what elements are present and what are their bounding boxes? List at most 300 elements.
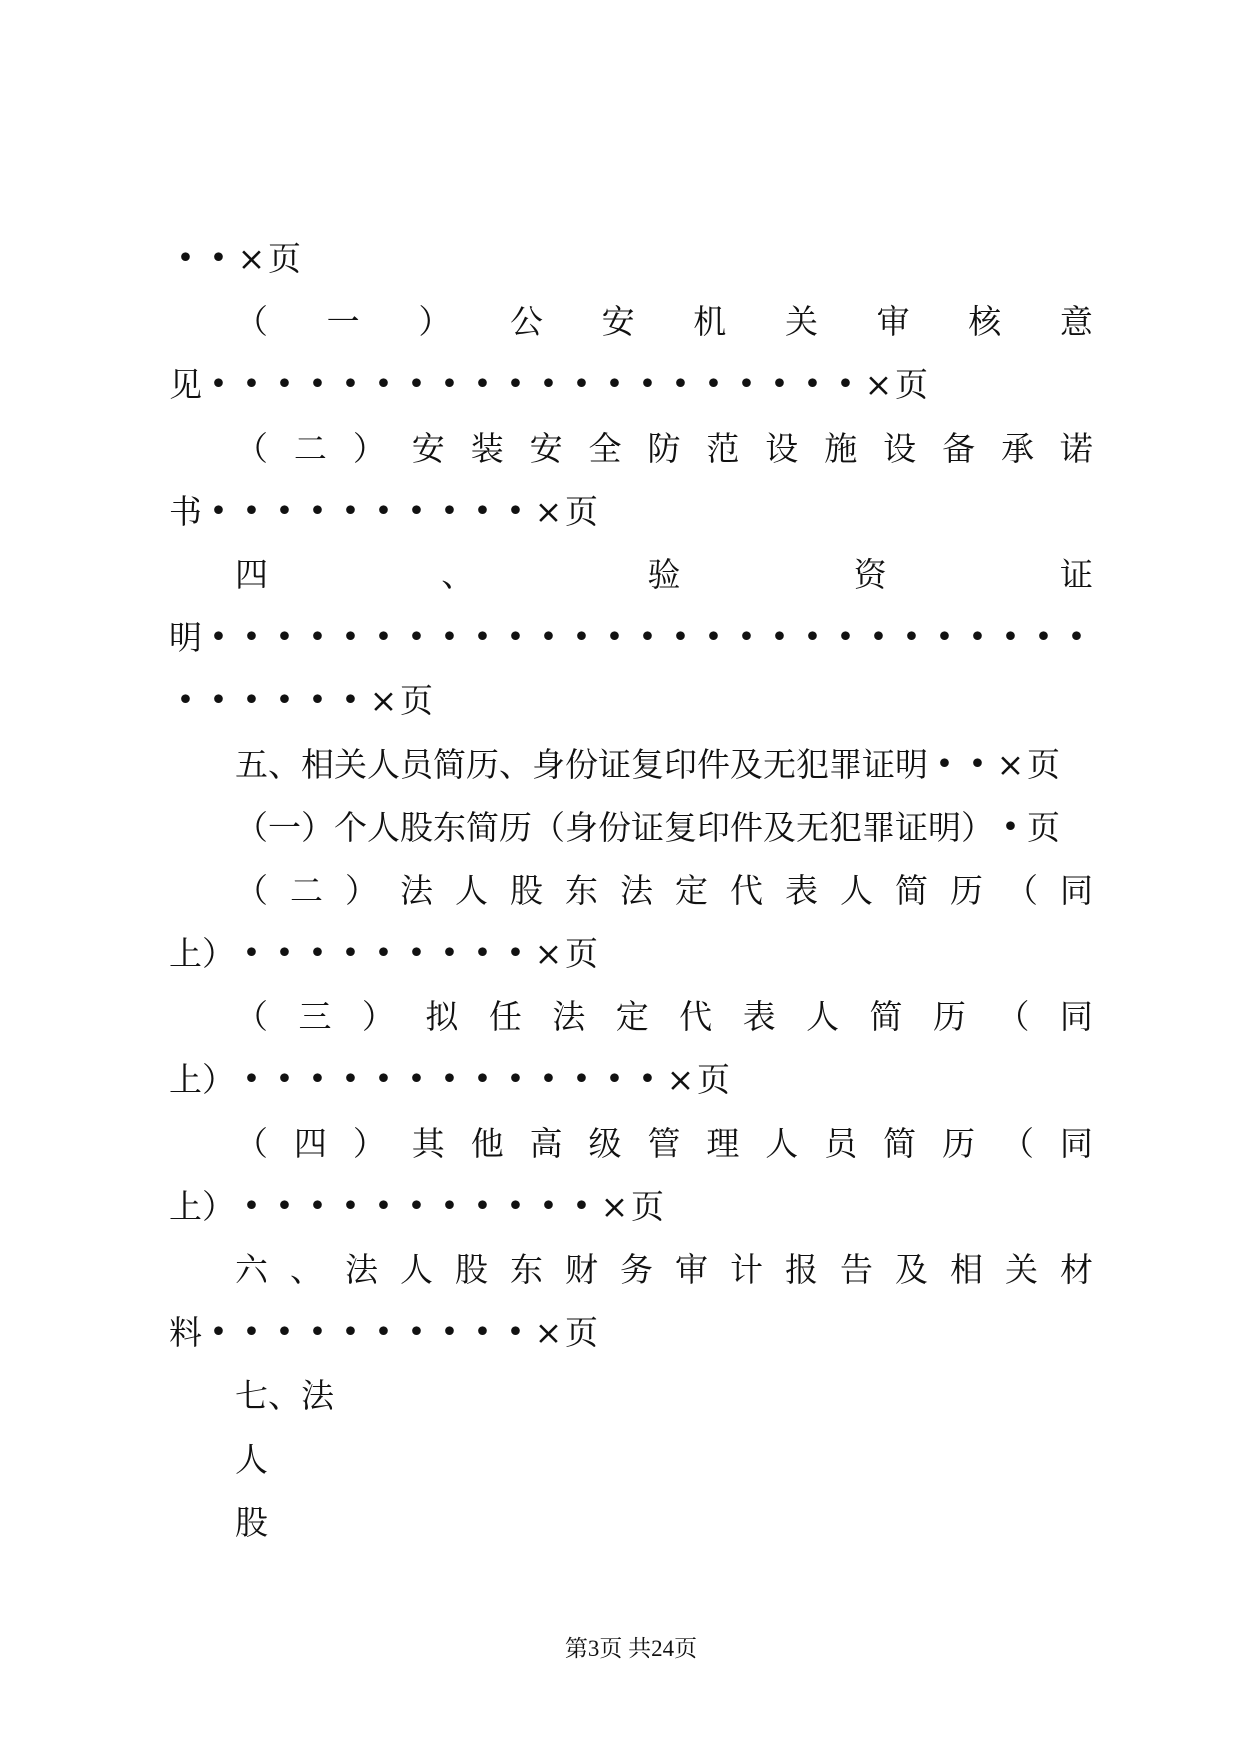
text-glyph: 公	[509, 302, 543, 342]
text-glyph: 无	[763, 744, 796, 784]
text-glyph: 身	[532, 744, 565, 784]
leader-dot: •	[605, 620, 624, 656]
text-glyph: 见	[169, 365, 202, 405]
leader-dot: •	[341, 1062, 360, 1098]
text-glyph: 承	[1000, 428, 1034, 468]
leader-dot: •	[275, 936, 294, 972]
toc-line	[169, 480, 1093, 543]
leader-dot: •	[473, 620, 492, 656]
leader-dot: •	[407, 1062, 426, 1098]
toc-line	[169, 1175, 1093, 1238]
leader-dot: •	[935, 746, 954, 782]
text-glyph: 机	[693, 302, 727, 342]
toc-line	[169, 1048, 1093, 1111]
leader-dot: •	[308, 620, 327, 656]
leader-dot: •	[407, 367, 426, 403]
text-glyph: ×	[864, 365, 893, 405]
leader-dot: •	[275, 620, 294, 656]
toc-line	[169, 733, 1093, 796]
leader-dot: •	[308, 367, 327, 403]
text-glyph: ×	[534, 934, 563, 974]
text-glyph: ×	[534, 491, 563, 531]
leader-dot: •	[770, 620, 789, 656]
text-glyph: 施	[824, 428, 858, 468]
text-glyph: 四	[293, 1123, 327, 1163]
text-glyph: 相	[301, 744, 334, 784]
leader-dot: •	[1034, 620, 1053, 656]
text-glyph: 历	[942, 1123, 976, 1163]
text-glyph: 证	[895, 807, 928, 847]
text-glyph: 财	[565, 1250, 598, 1289]
toc-line	[169, 227, 1093, 290]
leader-dot: •	[737, 620, 756, 656]
leader-dot: •	[275, 683, 294, 719]
text-glyph: 材	[1060, 1250, 1093, 1289]
text-glyph: 务	[620, 1250, 653, 1289]
leader-dot: •	[1067, 620, 1086, 656]
text-glyph: 及	[895, 1250, 928, 1289]
leader-dot: •	[374, 1315, 393, 1351]
leader-dot: •	[704, 367, 723, 403]
text-glyph: 股	[400, 807, 433, 847]
text-glyph: 诺	[1059, 428, 1093, 468]
text-glyph: 范	[706, 428, 740, 468]
leader-dot: •	[209, 620, 228, 656]
leader-dot: •	[473, 1062, 492, 1098]
text-glyph: 二	[290, 870, 323, 910]
text-glyph: 、	[290, 1250, 323, 1289]
text-glyph: 设	[765, 428, 799, 468]
leader-dot: •	[473, 493, 492, 529]
text-glyph: 股	[235, 1502, 268, 1542]
text-glyph: 料	[169, 1313, 202, 1353]
text-glyph: 简	[433, 744, 466, 784]
leader-dot: •	[374, 1188, 393, 1224]
leader-dot: •	[539, 1062, 558, 1098]
text-glyph: 表	[785, 870, 818, 910]
text-glyph: 高	[529, 1123, 563, 1163]
leader-dot: •	[770, 367, 789, 403]
text-glyph: 告	[840, 1250, 873, 1289]
text-glyph: 资	[853, 554, 887, 594]
leader-dot: •	[506, 936, 525, 972]
text-glyph: 东	[565, 870, 598, 910]
leader-dot: •	[440, 493, 459, 529]
text-glyph: （	[1000, 1123, 1034, 1163]
leader-dot: •	[275, 493, 294, 529]
text-glyph: （	[996, 997, 1030, 1037]
text-glyph: 员	[824, 1123, 858, 1163]
text-glyph: 页	[565, 934, 598, 974]
text-glyph: 页	[565, 491, 598, 531]
text-glyph: 全	[588, 428, 622, 468]
text-glyph: 相	[950, 1250, 983, 1289]
leader-dot: •	[440, 1315, 459, 1351]
text-glyph: 股	[455, 1250, 488, 1289]
text-glyph: 、	[441, 554, 475, 594]
text-glyph: 装	[470, 428, 504, 468]
page-footer	[169, 1634, 1093, 1664]
leader-dot: •	[572, 1062, 591, 1098]
text-glyph: 定	[675, 870, 708, 910]
text-glyph: ×	[666, 1060, 695, 1100]
text-glyph: 其	[411, 1123, 445, 1163]
text-glyph: （	[235, 870, 268, 910]
text-glyph: 证	[862, 744, 895, 784]
text-glyph: 及	[763, 807, 796, 847]
text-glyph: 上	[169, 1186, 202, 1226]
text-glyph: 及	[730, 744, 763, 784]
text-glyph: ）	[202, 1060, 235, 1100]
text-glyph: 书	[169, 491, 202, 531]
leader-dot: •	[374, 493, 393, 529]
leader-dot: •	[407, 1315, 426, 1351]
leader-dot: •	[572, 367, 591, 403]
text-glyph: 安	[601, 302, 635, 342]
text-glyph: ）	[301, 807, 334, 847]
leader-dot: •	[539, 367, 558, 403]
text-glyph: ×	[369, 681, 398, 721]
leader-dot: •	[572, 620, 591, 656]
text-glyph: ）	[361, 997, 395, 1037]
text-glyph: 管	[647, 1123, 681, 1163]
text-glyph: 计	[730, 1250, 763, 1289]
leader-dot: •	[341, 367, 360, 403]
leader-dot: •	[836, 367, 855, 403]
text-glyph: 件	[697, 744, 730, 784]
leader-dot: •	[176, 241, 195, 276]
text-glyph: 历	[499, 807, 532, 847]
leader-dot: •	[737, 367, 756, 403]
leader-dot: •	[803, 367, 822, 403]
leader-dot: •	[440, 367, 459, 403]
text-glyph: 法	[400, 870, 433, 910]
text-glyph: 四	[235, 554, 268, 594]
text-glyph: 证	[598, 744, 631, 784]
leader-dot: •	[506, 620, 525, 656]
text-glyph: 代	[730, 870, 763, 910]
text-glyph: 个	[334, 807, 367, 847]
leader-dot: •	[539, 1188, 558, 1224]
text-glyph: 页	[697, 1060, 730, 1100]
leader-dot: •	[374, 367, 393, 403]
text-glyph: 明	[928, 807, 961, 847]
leader-dot: •	[506, 367, 525, 403]
leader-dot: •	[506, 1315, 525, 1351]
leader-dot: •	[473, 1188, 492, 1224]
leader-dot: •	[869, 620, 888, 656]
text-glyph: 份	[598, 807, 631, 847]
text-glyph: 股	[510, 870, 543, 910]
leader-dot: •	[341, 493, 360, 529]
toc-line	[169, 1364, 1093, 1427]
leader-dot: •	[968, 620, 987, 656]
leader-dot: •	[671, 367, 690, 403]
text-glyph: 人	[235, 1439, 268, 1479]
text-glyph: 表	[742, 997, 776, 1037]
text-glyph: 东	[510, 1250, 543, 1289]
text-glyph: 简	[883, 1123, 917, 1163]
text-glyph: 同	[1059, 997, 1093, 1037]
leader-dot: •	[539, 620, 558, 656]
leader-dot: •	[506, 493, 525, 529]
text-glyph: 审	[675, 1250, 708, 1289]
toc-line	[169, 859, 1093, 922]
text-glyph: ×	[600, 1186, 629, 1226]
leader-dot: •	[242, 683, 261, 719]
leader-dot: •	[836, 620, 855, 656]
text-glyph: 关	[1005, 1250, 1038, 1289]
text-glyph: 关	[334, 744, 367, 784]
leader-dot: •	[341, 1315, 360, 1351]
text-glyph: 上	[169, 1060, 202, 1100]
text-glyph: ）	[345, 870, 378, 910]
leader-dot: •	[209, 493, 228, 529]
leader-dot: •	[1001, 809, 1020, 845]
text-glyph: 复	[664, 807, 697, 847]
text-glyph: ×	[534, 1313, 563, 1353]
text-glyph: 关	[784, 302, 818, 342]
leader-dot: •	[341, 683, 360, 719]
text-glyph: 、	[268, 1376, 301, 1416]
leader-dot: •	[572, 1188, 591, 1224]
text-glyph: 设	[883, 428, 917, 468]
leader-dot: •	[968, 746, 987, 782]
toc-line	[169, 796, 1093, 859]
text-glyph: 防	[647, 428, 681, 468]
leader-dot: •	[209, 1315, 228, 1351]
text-glyph: ×	[996, 744, 1025, 784]
leader-dot: •	[275, 1315, 294, 1351]
text-glyph: 级	[588, 1123, 622, 1163]
text-glyph: 拟	[425, 997, 459, 1037]
leader-dot: •	[308, 1062, 327, 1098]
text-glyph: ）	[352, 1123, 386, 1163]
leader-dot: •	[440, 1188, 459, 1224]
leader-dot: •	[605, 1062, 624, 1098]
text-glyph: 页	[1027, 807, 1060, 847]
text-glyph: 七	[235, 1376, 268, 1416]
leader-dot: •	[407, 493, 426, 529]
leader-dot: •	[440, 620, 459, 656]
text-glyph: 法	[552, 997, 586, 1037]
leader-dot: •	[242, 1188, 261, 1224]
toc-line	[169, 1428, 1093, 1491]
text-glyph: （	[235, 428, 268, 468]
toc-line	[169, 922, 1093, 985]
leader-dot: •	[473, 367, 492, 403]
text-glyph: 人	[806, 997, 840, 1037]
leader-dot: •	[242, 1315, 261, 1351]
leader-dot: •	[407, 936, 426, 972]
text-glyph: （	[235, 997, 268, 1037]
leader-dot: •	[473, 936, 492, 972]
text-glyph: 人	[455, 870, 488, 910]
text-glyph: 法	[345, 1250, 378, 1289]
text-glyph: 人	[367, 807, 400, 847]
text-glyph: 东	[433, 807, 466, 847]
text-glyph: 罪	[862, 807, 895, 847]
text-glyph: 证	[1060, 554, 1093, 594]
document-body	[169, 227, 1093, 1554]
toc-line	[169, 985, 1093, 1048]
text-glyph: 审	[876, 302, 910, 342]
leader-dot: •	[242, 493, 261, 529]
text-glyph: 身	[565, 807, 598, 847]
text-glyph: 页	[895, 365, 928, 405]
text-glyph: （	[235, 302, 268, 342]
text-glyph: 页	[268, 239, 301, 278]
text-glyph: 验	[647, 554, 681, 594]
text-glyph: 二	[293, 428, 327, 468]
text-glyph: 无	[796, 807, 829, 847]
text-glyph: 人	[840, 870, 873, 910]
text-glyph: 简	[869, 997, 903, 1037]
leader-dot: •	[605, 367, 624, 403]
text-glyph: 意	[1059, 302, 1093, 342]
leader-dot: •	[374, 1062, 393, 1098]
text-glyph: 备	[942, 428, 976, 468]
leader-dot: •	[374, 936, 393, 972]
leader-dot: •	[308, 1188, 327, 1224]
leader-dot: •	[308, 1315, 327, 1351]
text-glyph: 同	[1059, 1123, 1093, 1163]
text-glyph: 安	[529, 428, 563, 468]
leader-dot: •	[803, 620, 822, 656]
leader-dot: •	[209, 241, 228, 276]
text-glyph: ×	[237, 239, 266, 278]
text-glyph: 页	[1027, 744, 1060, 784]
text-glyph: （	[532, 807, 565, 847]
text-glyph: 三	[298, 997, 332, 1037]
text-glyph: 页	[565, 1313, 598, 1353]
leader-dot: •	[638, 367, 657, 403]
text-glyph: 任	[488, 997, 522, 1037]
text-glyph: ）	[202, 1186, 235, 1226]
text-glyph: 人	[765, 1123, 799, 1163]
text-glyph: 历	[466, 744, 499, 784]
leader-dot: •	[638, 1062, 657, 1098]
text-glyph: 简	[466, 807, 499, 847]
text-glyph: 一	[326, 302, 360, 342]
text-glyph: （	[235, 1123, 268, 1163]
toc-line	[169, 1238, 1093, 1301]
leader-dot: •	[275, 1188, 294, 1224]
leader-dot: •	[935, 620, 954, 656]
text-glyph: 犯	[829, 807, 862, 847]
text-glyph: 法	[301, 1376, 334, 1416]
text-glyph: 复	[631, 744, 664, 784]
leader-dot: •	[1001, 620, 1020, 656]
leader-dot: •	[308, 683, 327, 719]
leader-dot: •	[440, 936, 459, 972]
text-glyph: 同	[1060, 870, 1093, 910]
leader-dot: •	[473, 1315, 492, 1351]
text-glyph: 犯	[796, 744, 829, 784]
leader-dot: •	[407, 1188, 426, 1224]
text-glyph: 简	[895, 870, 928, 910]
text-glyph: 五	[235, 744, 268, 784]
leader-dot: •	[341, 1188, 360, 1224]
leader-dot: •	[506, 1062, 525, 1098]
text-glyph: 员	[400, 744, 433, 784]
text-glyph: 核	[968, 302, 1002, 342]
text-glyph: 明	[895, 744, 928, 784]
leader-dot: •	[209, 683, 228, 719]
text-glyph: （	[1005, 870, 1038, 910]
leader-dot: •	[902, 620, 921, 656]
toc-line	[169, 606, 1093, 669]
text-glyph: 件	[730, 807, 763, 847]
leader-dot: •	[242, 936, 261, 972]
leader-dot: •	[242, 620, 261, 656]
text-glyph: 印	[664, 744, 697, 784]
toc-line	[169, 353, 1093, 416]
text-glyph: 份	[565, 744, 598, 784]
leader-dot: •	[671, 620, 690, 656]
text-glyph: 安	[411, 428, 445, 468]
text-glyph: ）	[418, 302, 452, 342]
text-glyph: 他	[470, 1123, 504, 1163]
text-glyph: 理	[706, 1123, 740, 1163]
text-glyph: 、	[499, 744, 532, 784]
text-glyph: 印	[697, 807, 730, 847]
text-glyph: 页	[400, 681, 433, 721]
text-glyph: 定	[615, 997, 649, 1037]
leader-dot: •	[242, 367, 261, 403]
text-glyph: 历	[932, 997, 966, 1037]
leader-dot: •	[638, 620, 657, 656]
leader-dot: •	[275, 1062, 294, 1098]
toc-line	[169, 1301, 1093, 1364]
text-glyph: 人	[367, 744, 400, 784]
text-glyph: 明	[169, 618, 202, 658]
text-glyph: 罪	[829, 744, 862, 784]
leader-dot: •	[374, 620, 393, 656]
toc-line	[169, 1112, 1093, 1175]
text-glyph: 历	[950, 870, 983, 910]
leader-dot: •	[341, 936, 360, 972]
leader-dot: •	[506, 1188, 525, 1224]
text-glyph: 证	[631, 807, 664, 847]
text-glyph: 法	[620, 870, 653, 910]
text-glyph: 代	[679, 997, 713, 1037]
leader-dot: •	[242, 1062, 261, 1098]
page-number-label: 第3页 共24页	[564, 1636, 698, 1661]
text-glyph: 上	[169, 934, 202, 974]
text-glyph: ）	[961, 807, 994, 847]
text-glyph: 、	[268, 744, 301, 784]
leader-dot: •	[176, 683, 195, 719]
leader-dot: •	[704, 620, 723, 656]
toc-line	[169, 669, 1093, 732]
text-glyph: ）	[352, 428, 386, 468]
toc-line	[169, 543, 1093, 606]
leader-dot: •	[341, 620, 360, 656]
toc-line	[169, 290, 1093, 353]
leader-dot: •	[275, 367, 294, 403]
toc-line	[169, 1491, 1093, 1554]
toc-line	[169, 417, 1093, 480]
text-glyph: （	[235, 807, 268, 847]
text-glyph: ）	[202, 934, 235, 974]
leader-dot: •	[209, 367, 228, 403]
leader-dot: •	[308, 936, 327, 972]
leader-dot: •	[407, 620, 426, 656]
text-glyph: 六	[235, 1250, 268, 1289]
text-glyph: 页	[631, 1186, 664, 1226]
text-glyph: 报	[785, 1250, 818, 1289]
